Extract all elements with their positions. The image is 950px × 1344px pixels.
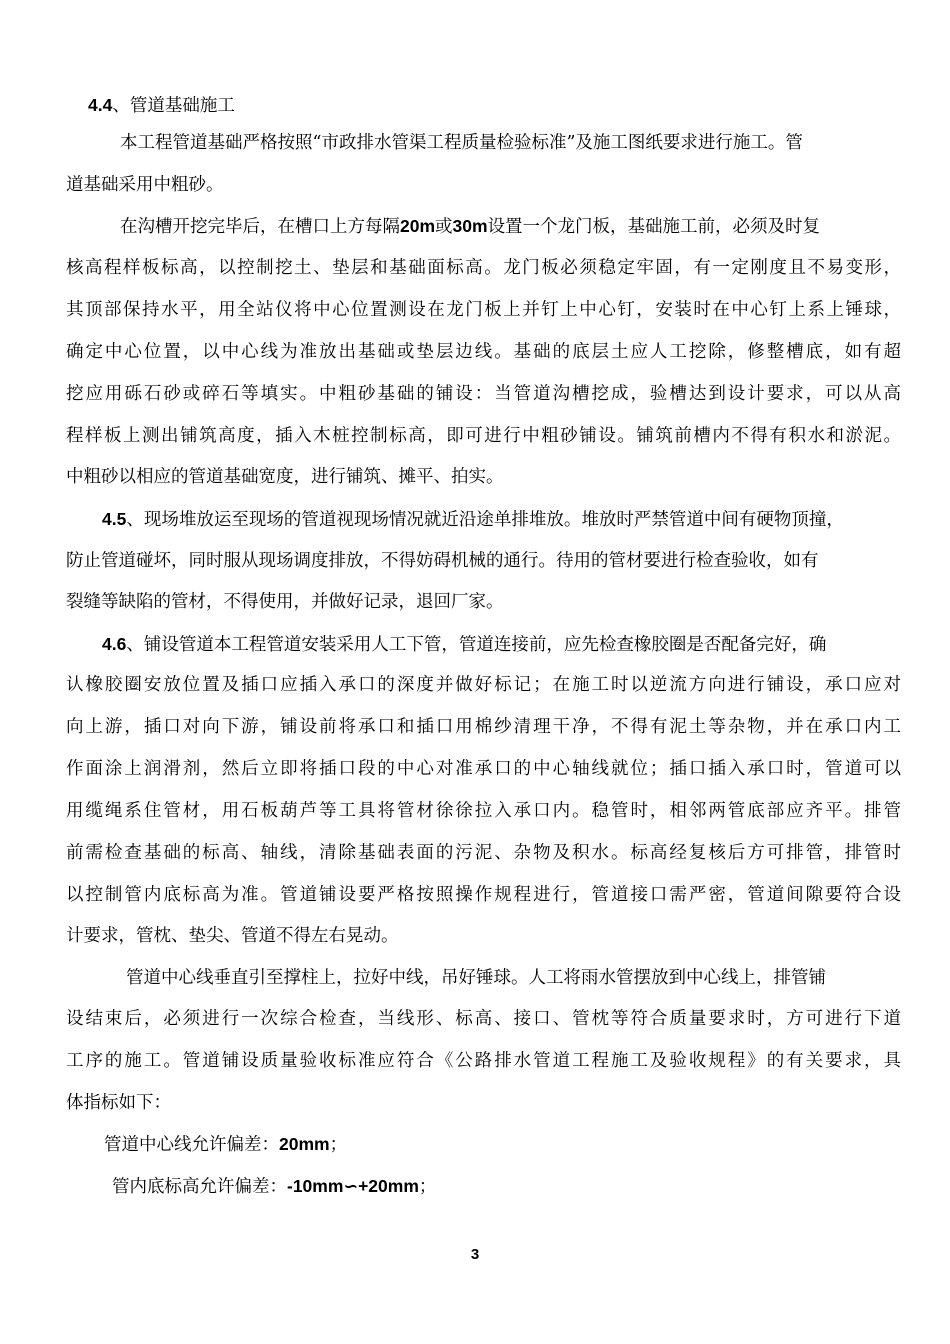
paragraph-line: 前需检查基础的标高、轴线，清除基础表面的污泥、杂物及积水。标高经复核后方可排管，排管时 xyxy=(66,843,901,863)
section-number: 4.6 xyxy=(102,634,127,654)
page-number: 3 xyxy=(470,1246,480,1263)
paragraph-line: 作面涂上润滑剂，然后立即将插口段的中心对准承口的中心轴线就位；插口插入承口时，管道可以 xyxy=(66,759,901,779)
tolerance-end: ； xyxy=(418,1177,437,1197)
paragraph-line: 程样板上测出铺筑高度，插入木桩控制标高，即可进行中粗砂铺设。铺筑前槽内不得有积水和淤泥。 xyxy=(66,426,901,446)
section-4-5-line xyxy=(102,508,844,531)
text-run: 、铺设管道本工程管道安装采用人工下管，管道连接前，应先检查橡胶圈是否配备完好，确 xyxy=(126,635,827,655)
paragraph-line: 向上游，插口对向下游，铺设前将承口和插口用棉纱清理干净，不得有泥土等杂物，并在承口内工 xyxy=(66,717,901,737)
text-run: 30m xyxy=(452,216,488,236)
tolerance-value: -10mm∽+20mm xyxy=(287,1176,419,1196)
text-run: 在沟槽开挖完毕后，在槽口上方每隔 xyxy=(120,217,400,237)
paragraph-line: 体指标如下： xyxy=(66,1093,171,1113)
paragraph-line: 裂缝等缺陷的管材，不得使用，并做好记录，退回厂家。 xyxy=(66,592,504,612)
tolerance-centerline xyxy=(104,1133,347,1156)
text-run: 设置一个龙门板，基础施工前，必须及时复 xyxy=(487,217,821,237)
tolerance-value: 20mm xyxy=(279,1134,330,1154)
paragraph-line: 认橡胶圈安放位置及插口应插入承口的深度并做好标记；在施工时以逆流方向进行铺设，承口应对 xyxy=(66,675,901,695)
tolerance-invert-elevation xyxy=(112,1175,436,1198)
section-number: 4.4 xyxy=(88,95,113,115)
paragraph-line: 道基础采用中粗砂。 xyxy=(66,175,224,195)
paragraph-line: 确定中心位置，以中心线为准放出基础或垫层边线。基础的底层土应人工挖除，修整槽底，如有超 xyxy=(66,342,901,362)
tolerance-end: ； xyxy=(329,1135,348,1155)
section-4-6-line xyxy=(102,633,826,656)
text-run: 或 xyxy=(435,217,453,237)
paragraph-line: 工序的施工。管道铺设质量验收标准应符合《公路排水管道工程施工及验收规程》的有关要求，具 xyxy=(66,1051,901,1071)
paragraph-line: 以控制管内底标高为准。管道铺设要严格按照操作规程进行，管道接口需严密，管道间隙要符合设 xyxy=(66,885,901,905)
paragraph-line xyxy=(120,215,820,238)
paragraph-line: 管道中心线垂直引至撑柱上，拉好中线，吊好锤球。人工将雨水管摆放到中心线上，排管铺 xyxy=(126,968,826,988)
tolerance-label: 管道中心线允许偏差： xyxy=(104,1135,279,1155)
paragraph-line: 其顶部保持水平，用全站仪将中心位置测设在龙门板上并钉上中心钉，安装时在中心钉上系上锤球， xyxy=(66,300,901,320)
paragraph-line: 挖应用砾石砂或碎石等填实。中粗砂基础的铺设：当管道沟槽挖成，验槽达到设计要求，可以从高 xyxy=(66,384,901,404)
text-run: 20m xyxy=(400,216,436,236)
paragraph-line: 计要求，管枕、垫尖、管道不得左右晃动。 xyxy=(66,926,399,946)
paragraph-line: 核高程样板标高，以控制挖土、垫层和基础面标高。龙门板必须稳定牢固，有一定刚度且不易变形， xyxy=(66,258,901,278)
paragraph-line: 防止管道碰坏，同时服从现场调度排放，不得妨碍机械的通行。待用的管材要进行检查验收，如有 xyxy=(66,551,819,571)
section-title: 、管道基础施工 xyxy=(112,96,235,116)
section-number: 4.5 xyxy=(102,509,127,529)
paragraph-line: 本工程管道基础严格按照“市政排水管渠工程质量检验标准”及施工图纸要求进行施工。管 xyxy=(120,133,803,153)
paragraph-line: 用缆绳系住管材，用石板葫芦等工具将管材徐徐拉入承口内。稳管时，相邻两管底部应齐平。排管 xyxy=(66,801,901,821)
text-run: 、现场堆放运至现场的管道视现场情况就近沿途单排堆放。堆放时严禁管道中间有硬物顶撞， xyxy=(126,510,844,530)
tolerance-label: 管内底标高允许偏差： xyxy=(112,1177,287,1197)
paragraph-line: 设结束后，必须进行一次综合检查，当线形、标高、接口、管枕等符合质量要求时，方可进行下道 xyxy=(66,1009,901,1029)
paragraph-line: 中粗砂以相应的管道基础宽度，进行铺筑、摊平、拍实。 xyxy=(66,467,504,487)
section-4-4-heading xyxy=(88,94,235,117)
